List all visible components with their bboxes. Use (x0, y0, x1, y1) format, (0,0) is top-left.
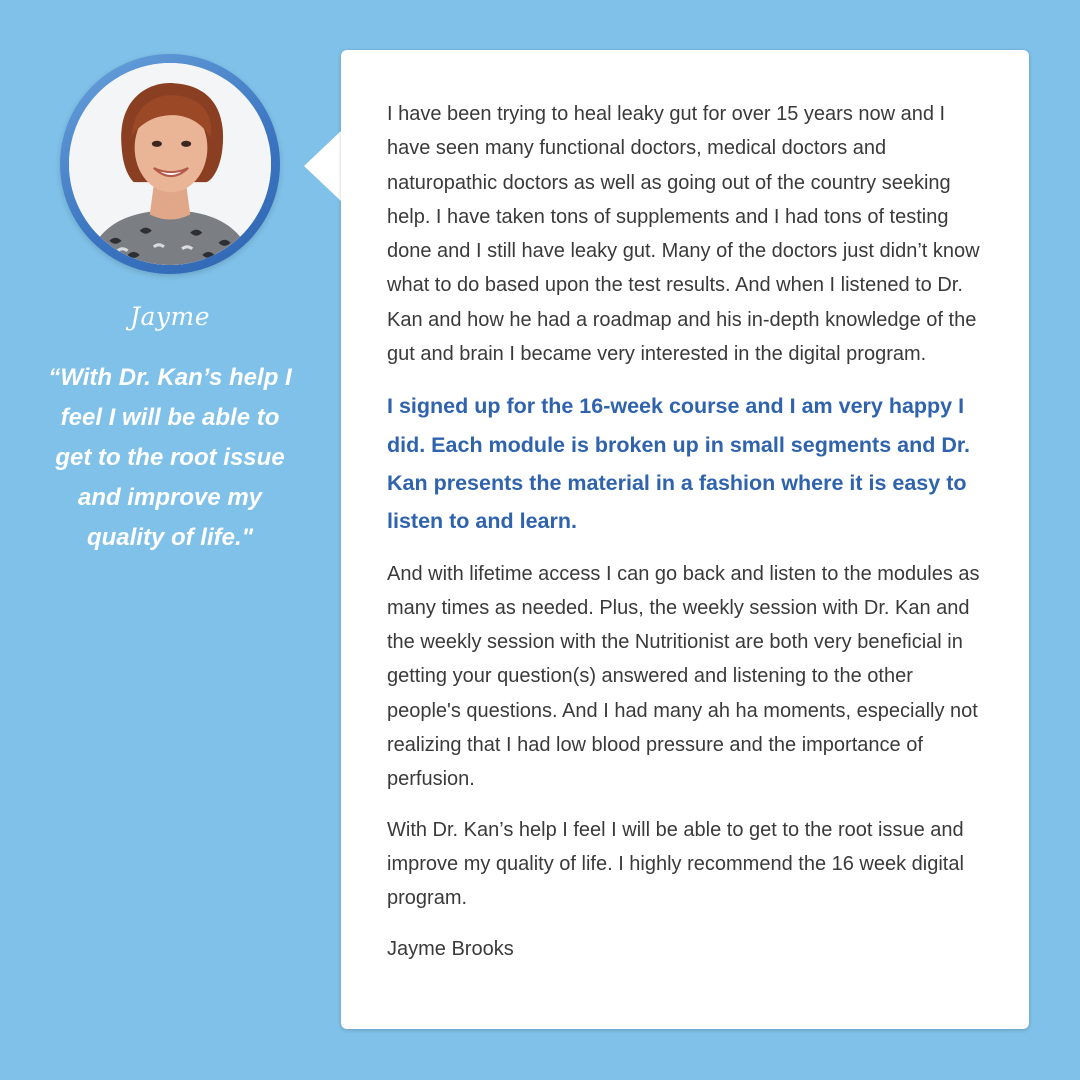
person-photo-icon (69, 63, 271, 265)
speech-bubble-pointer (304, 130, 342, 202)
person-name: Jayme (129, 302, 211, 331)
pull-quote: “With Dr. Kan’s help I feel I will be able to get to the root issue and improve my quality of life." (48, 364, 292, 551)
avatar (60, 54, 280, 274)
testimonial-signature: Jayme Brooks (387, 937, 514, 960)
testimonial-paragraph: With Dr. Kan’s help I feel I will be able to get to the root issue and improve my quality of life. I highly recommend the 16 week digital program. (387, 818, 964, 910)
testimonial-paragraph: I have been trying to heal leaky gut for over 15 years now and I have seen many functional doctors, medical doctors and naturopathic doctors as well as going out of the country seeking help. I have taken tons of supplements and I had tons of testing done and I still have leaky gut. Many of the doctors just didn’t know what to do based upon the test results. And when I listened to Dr. Kan and how he had a roadmap and his in-depth knowledge of the gut and brain I became very interested in the digital program. (387, 103, 980, 366)
testimonial-highlight: I signed up for the 16-week course and I am very happy I did. Each module is broken up in small segments and Dr. Kan presents the material in a fashion where it is easy to listen to and learn. (387, 394, 971, 534)
testimonial-paragraph: And with lifetime access I can go back and listen to the modules as many times as needed. Plus, the weekly session with Dr. Kan and the weekly session with the Nutritionist are both very beneficial in getting your question(s) answered and listening to the other people's questions. And I had many ah ha moments, especially not realizing that I had low blood pressure and the importance of perfusion. (387, 562, 980, 791)
testimonial-card (341, 50, 1029, 1029)
